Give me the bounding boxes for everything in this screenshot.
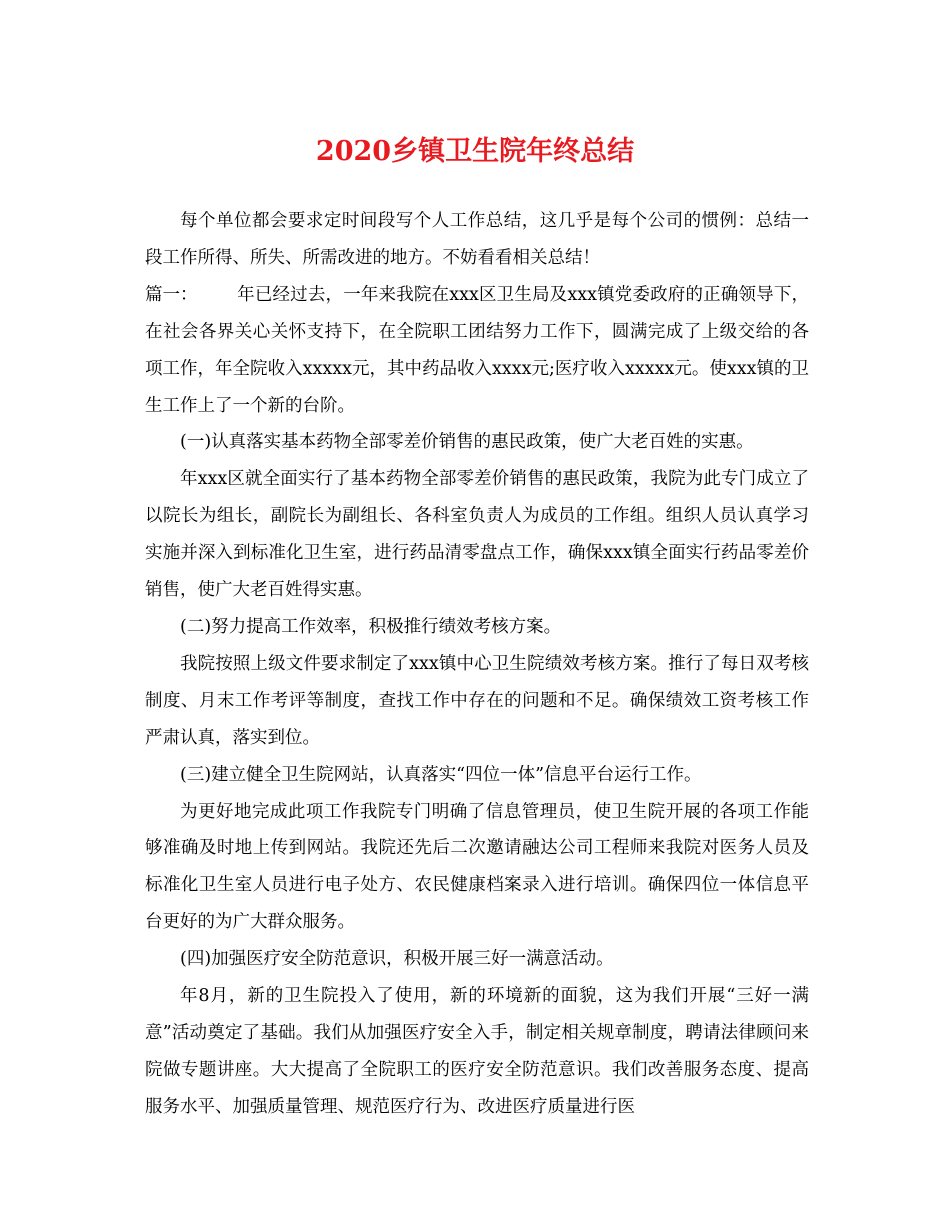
document-title: 2020乡镇卫生院年终总结 (315, 136, 635, 167)
item-heading: (一)认真落实基本药物全部零差价销售的惠民政策，使广大老百姓的实惠。 (180, 432, 754, 453)
item-paragraph: 年8月，新的卫生院投入了使用，新的环境新的面貌，这为我们开展“三好一满意”活动奠定了基础。我们从加强医疗安全入手，制定相关规章制度，聘请法律顾问来院做专题讲座。大大提高了全院职工的医疗安全防范意识。我们改善服务态度、提高服务水平、加强质量管理、规范医疗行为、改进医疗质量进行医 (145, 986, 809, 1117)
section-text: 年已经过去，一年来我院在xxx区卫生局及xxx镇党委政府的正确领导下，在社会各界关心关怀支持下，在全院职工团结努力工作下，圆满完成了上级交给的各项工作，年全院收入xxxxx元，其中药品收入xxxx元;医疗收入xxxxx元。使xxx镇的卫生工作上了一个新的台阶。 (145, 284, 809, 416)
document-body (145, 203, 809, 1126)
item-paragraph: 为更好地完成此项工作我院专门明确了信息管理员，使卫生院开展的各项工作能够准确及时地上传到网站。我院还先后二次邀请融达公司工程师来我院对医务人员及标准化卫生室人员进行电子处方、农民健康档案录入进行培训。确保四位一体信息平台更好的为广大群众服务。 (145, 801, 809, 933)
section-label: 篇一： (145, 284, 198, 305)
section-paragraph (145, 277, 809, 425)
intro-paragraph: 每个单位都会要求定时间段写个人工作总结，这几乎是每个公司的惯例：总结一段工作所得、所失、所需改进的地方。不妨看看相关总结！ (145, 211, 809, 268)
item-heading: (二)努力提高工作效率，积极推行绩效考核方案。 (180, 616, 562, 637)
item-heading: (三)建立健全卫生院网站，认真落实“四位一体”信息平台运行工作。 (180, 764, 702, 785)
item-paragraph: 我院按照上级文件要求制定了xxx镇中心卫生院绩效考核方案。推行了每日双考核制度、月末工作考评等制度，查找工作中存在的问题和不足。确保绩效工资考核工作严肃认真，落实到位。 (145, 653, 809, 748)
item-heading: (四)加强医疗安全防范意识，积极开展三好一满意活动。 (180, 949, 614, 970)
item-paragraph: 年xxx区就全面实行了基本药物全部零差价销售的惠民政策，我院为此专门成立了以院长为组长，副院长为副组长、各科室负责人为成员的工作组。组织人员认真学习实施并深入到标准化卫生室，进行药品清零盘点工作，确保xxx镇全面实行药品零差价销售，使广大老百姓得实惠。 (145, 469, 809, 601)
